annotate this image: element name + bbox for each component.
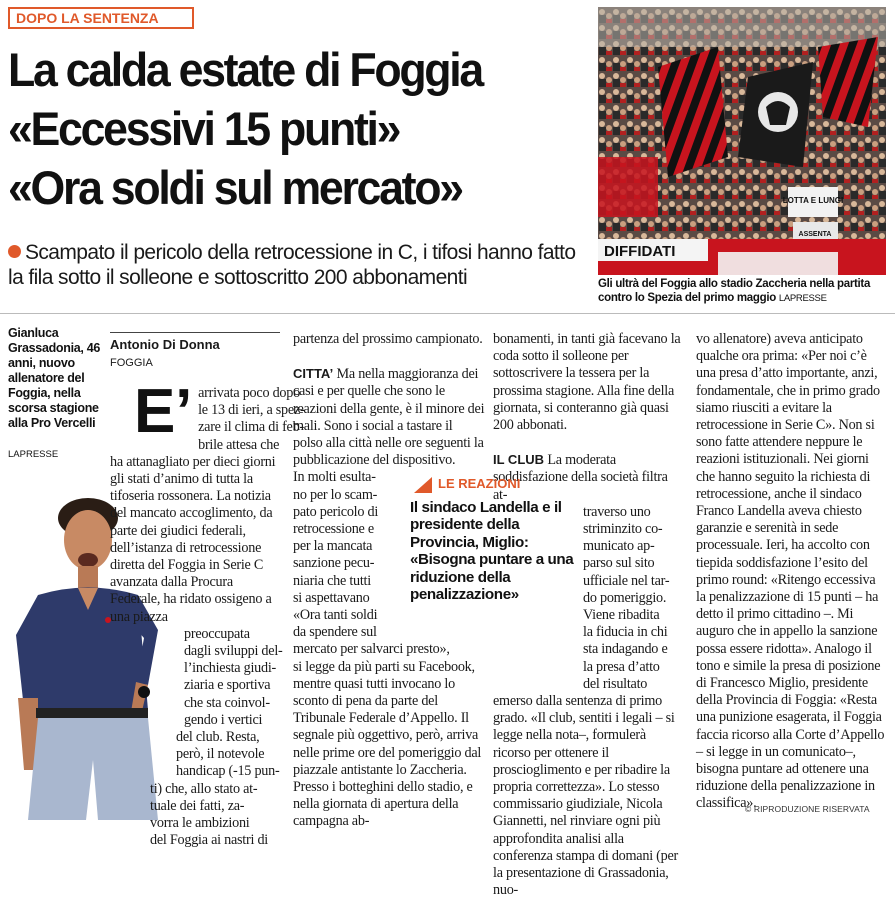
col4-paragraph: vo allenatore) aveva anticipato qualche ora prima: «Per noi c’è una presa d’atto importante, anzi, fondamentale, che in primo grado siamo riusciti a evitare la retrocessione in Serie C». Non si sono fatte attendere neppure le reazioni istituzionali. Nei giorni che hanno seguito la richiesta di retrocessione, anche il sindaco Franco Landella aveva chiesto garanzie e serenità in sede processuale. Ieri, ha accolto con tiepida soddisfazione l’esito del primo round: «Ritengo eccessiva la penalizzazione di 15 punti – ha detto il primo cittadino –. Mi auguro che in appello la sanzione possa essere ridotta». Analogo il tono e simile la presa di posizione di Francesco Miglio, presidente della Provincia di Foggia: «Resta una punizione esagerata, il Foggia faccia ricorso alla Corte d’Appello – si legge in un comunicato–, bisogna puntare ad ottenere una riduzione della penalizzazione in classifica». <box>696 331 885 812</box>
col2-line: no per lo scam- <box>293 486 378 503</box>
col1-line: del Foggia ai nastri di <box>150 832 268 849</box>
reactions-headline: Il sindaco Landella e il presidente della Provincia, Miglio: «Bisogna puntare a una riduzione della penalizzazione» <box>410 499 574 604</box>
photo-caption <box>598 277 888 306</box>
col1-line: le 13 di ieri, a spez- <box>198 402 305 419</box>
article-column-4 <box>696 331 888 813</box>
fans-photo-illustration <box>598 7 886 275</box>
col2-paragraph-2: Ma nella maggioranza dei casi e per quelle che sono le reazioni della gente, è il minore dei mali. Sono i social a tastare il polso alla città nelle ore seguenti la pubblicazione del dispositivo. <box>293 366 485 469</box>
photo-banner-text: DIFFIDATI <box>604 243 676 260</box>
col3-paragraph-2: La moderata soddisfazione della società filtra at- <box>493 452 668 503</box>
triangle-icon <box>414 477 432 493</box>
col2-lead-city: CITTA’ <box>293 366 334 382</box>
col3-paragraph-1: bonamenti, in tanti già facevano la coda sotto il solleone per sottoscrivere la tessera per la prossima stagione. Alla fine della giornata, si conteranno già quasi 200 abbonati. <box>493 331 681 434</box>
dropcap: E’ <box>134 377 193 446</box>
col2-paragraph-1: partenza del prossimo campionato. <box>293 331 483 347</box>
photo-sign-text-2: ASSENTA <box>798 231 832 238</box>
col2-paragraph-3: si legge da più parti su Facebook, mentre quasi tutti invocano lo sconto di pena da parte del Tribunale Federale d’Appello. Il segnale più oggettivo, però, arriva nelle prime ore del pomeriggio dal piazzale antistante lo Zaccheria. Presso i botteghini dello stadio, e nella giornata di apertura della campagna ab- <box>293 658 482 830</box>
col1-line: zare il clima di feb- <box>198 419 304 436</box>
col2-line: mercato per salvarci presto», <box>293 641 450 658</box>
col3-line: do pomeriggio. <box>583 589 667 606</box>
col3-line: parso sul sito <box>583 555 655 572</box>
col1-line: tuale dei fatti, za- <box>150 797 245 814</box>
col1-line: dagli sviluppi del- <box>184 643 283 660</box>
col3-line: municato ap- <box>583 538 655 555</box>
col1-line: che sta coinvol- <box>184 694 270 711</box>
photo-caption-text: Gli ultrà del Foggia allo stadio Zaccheria nella partita contro lo Spezia del primo maggio <box>598 278 871 304</box>
col3-paragraph-3: emerso dalla sentenza di primo grado. «Il club, sentiti i legali – si legge nella nota–, formulerà ricorso per ottenere il proscioglimento e per ribadire la propria correttezza». Lo stesso commissario giudiziale, Nicola Giannetti, nel rinviare ogni più approfondita analisi alla conferenza stampa di domani (per la presentazione di Grassadonia, nuo- <box>493 693 679 899</box>
article-column-3 <box>493 331 685 900</box>
byline-author: Antonio Di Donna <box>110 337 220 352</box>
photo-sign-text-1: LOTTA E LUNGI <box>782 196 844 205</box>
col2-line: niaria che tutti <box>293 572 371 589</box>
col1-line: handicap (-15 pun- <box>176 763 280 780</box>
col1-line: gendo i vertici <box>184 711 263 728</box>
col2-line: per la mancata <box>293 538 373 555</box>
headline-line-1: La calda estate di Foggia <box>8 43 482 96</box>
col1-line: ti) che, allo stato at- <box>150 780 258 797</box>
section-divider <box>0 313 895 314</box>
portrait-caption: Gianluca Grassadonia, 46 anni, nuovo allenatore del Foggia, nella scorsa stagione alla Pro Vercelli <box>8 326 101 430</box>
fans-photo <box>598 7 886 275</box>
col1-line: arrivata poco dopo <box>198 385 300 401</box>
col1-line: l’inchiesta giudi- <box>184 660 277 677</box>
reactions-tag-label: LE REAZIONI <box>438 476 521 491</box>
headline-line-3: «Ora soldi sul mercato» <box>8 161 462 214</box>
section-kicker: DOPO LA SENTENZA <box>8 7 194 29</box>
col3-line: la presa d’atto <box>583 658 660 675</box>
col2-line: sanzione pecu- <box>293 555 375 572</box>
reactions-box <box>410 475 590 603</box>
article-column-1 <box>110 377 305 849</box>
col1-line: ziaria e sportiva <box>184 677 271 694</box>
byline-place: FOGGIA <box>110 357 153 369</box>
col2-line: da spendere sul <box>293 624 377 641</box>
col3-line: traverso uno <box>583 503 651 520</box>
photo-credit: LAPRESSE <box>778 293 827 304</box>
copyright-notice: © RIPRODUZIONE RISERVATA <box>745 804 870 814</box>
headline <box>8 40 564 217</box>
col1-line: vorra le ambizioni <box>150 815 250 832</box>
col2-line: «Ora tanti soldi <box>293 607 378 624</box>
col3-line: la fiducia in chi <box>583 624 668 641</box>
col3-lead-club: IL CLUB <box>493 452 545 468</box>
byline <box>110 332 280 370</box>
portrait-credit: LAPRESSE <box>8 449 59 460</box>
col1-line: del club. Resta, <box>176 729 260 746</box>
bullet-dot-icon <box>8 245 21 258</box>
col2-line: In molti esulta- <box>293 469 376 486</box>
col2-line: retrocessione e <box>293 521 374 538</box>
col3-line: striminzito co- <box>583 521 663 538</box>
col3-line: Viene ribadita <box>583 607 660 624</box>
col1-paragraph: brile attesa che ha attanagliato per dieci giorni gli stati d’animo di tutta la tifoseria rossonera. La notizia del mancato accoglimento, da parte dei giudici federali, dell’istanza di retrocessione diretta del Foggia in Serie C avanzata dalla Procura Federale, ha ridato ossigeno a una piazza <box>110 436 280 625</box>
headline-line-2: «Eccessivi 15 punti» <box>8 102 400 155</box>
col1-line: preoccupata <box>184 625 250 642</box>
col3-line: del risultato <box>583 675 648 692</box>
col3-line: sta indagando e <box>583 641 668 658</box>
col1-line: però, il notevole <box>176 746 265 763</box>
col2-line: pato pericolo di <box>293 503 379 520</box>
col3-line: ufficiale nel tar- <box>583 572 670 589</box>
col2-line: si aspettavano <box>293 589 370 606</box>
subheadline-text: Scampato il pericolo della retrocessione in C, i tifosi hanno fatto la fila sotto il solleone e sottoscritto 200 abbonamenti <box>8 241 576 289</box>
reactions-tag <box>410 475 590 493</box>
subheadline <box>8 240 593 290</box>
